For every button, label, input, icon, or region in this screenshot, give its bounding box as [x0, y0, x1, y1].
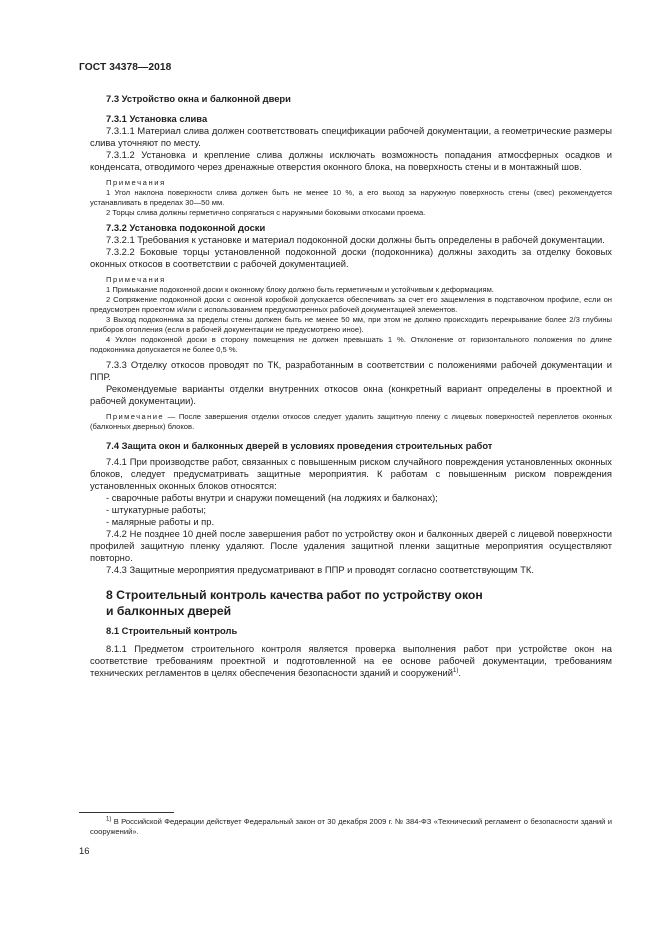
note-item: 4 Уклон подоконной доски в сторону помещения не должен превышать 1 %. Отклонение от горизонтального положения по длине подоконника допускается не более 0,5 %. — [90, 335, 612, 354]
paragraph-7-3-1-2: 7.3.1.2 Установка и крепление слива должны исключать возможность попадания атмосферных осадков и конденсата, отводимого через дренажные отверстия оконного блока, на поверхность стены и в монтажный шов. — [90, 149, 612, 172]
paragraph-7-4-1: 7.4.1 При производстве работ, связанных с повышенным риском случайного повреждения установленных оконных блоков, следует предусматривать защитные мероприятия. К работам с повышенным риском повреждения установленных оконных блоков относятся: — [90, 456, 612, 491]
paragraph-8-1-1 — [90, 643, 612, 679]
standard-header: ГОСТ 34378—2018 — [79, 62, 172, 73]
section-7-3-2-title: 7.3.2 Установка подоконной доски — [106, 222, 266, 233]
footnote — [90, 817, 612, 837]
note-label: Примечание — [106, 412, 164, 421]
note-item: 3 Выход подоконника за пределы стены должен быть не менее 50 мм, при этом не должно происходить перекрывание более 2/3 глубины приборов отопления (если в рабочей документации не предусмотрено иное). — [90, 315, 612, 334]
section-8-1-title: 8.1 Строительный контроль — [106, 625, 238, 636]
footnote-marker: 1) — [106, 816, 112, 823]
paragraph-7-3-1-1: 7.3.1.1 Материал слива должен соответствовать спецификации рабочей документации, а геометрические размеры слива уточняют по месту. — [90, 125, 612, 148]
note-item: 2 Сопряжение подоконной доски с оконной коробкой допускается обеспечивать за счет его защемления в подставочном профиле, если он предусмотрен проектом и/или с использованием предусмотренных рабочей документацией элементов. — [90, 295, 612, 314]
page-number: 16 — [79, 845, 90, 856]
section-8-title — [90, 588, 612, 619]
page-content — [90, 93, 612, 679]
paragraph-7-3-3-recommendation: Рекомендуемые варианты отделки внутренних откосов окна (конкретный вариант определены в проектной и рабочей документации). — [90, 383, 612, 406]
note-item: 2 Торцы слива должны герметично сопрягаться с наружными боковыми откосами проема. — [106, 208, 426, 217]
section-7-4-title: 7.4 Защита окон и балконных дверей в условиях проведения строительных работ — [106, 440, 493, 451]
paragraph-8-1-1-end: . — [458, 667, 461, 678]
section-8-title-line2: и балконных дверей — [106, 603, 232, 618]
footnote-text: В Российской Федерации действует Федеральный закон от 30 декабря 2009 г. № 384-ФЗ «Технический регламент о безопасности зданий и сооружений». — [90, 817, 612, 836]
note-item: 1 Примыкание подоконной доски к оконному блоку должно быть герметичным и устойчивым к деформациям. — [106, 285, 494, 294]
note-item: 1 Угол наклона поверхности слива должен быть не менее 10 %, а его выход за наружную поверхность стены (свес) рекомендуется устанавливать в пределах 30—50 мм. — [90, 188, 612, 207]
paragraph-7-3-2-2: 7.3.2.2 Боковые торцы установленной подоконной доски (подоконника) должны заходить за отделку боковых оконных откосов в соответствии с рабочей документацией. — [90, 246, 612, 269]
notes-label: Примечания — [106, 178, 166, 187]
paragraph-7-4-2: 7.4.2 Не позднее 10 дней после завершения работ по устройству окон и балконных дверей с лицевой поверхности профилей защитную пленку удаляют. После удаления защитной пленки защитные мероприятия осуществляют повторно. — [90, 528, 612, 563]
list-item: - штукатурные работы; — [106, 504, 207, 515]
note-text: — После завершения отделки откосов следует удалить защитную пленку с лицевых поверхностей переплетов оконных (балконных дверных) блоков. — [90, 412, 612, 431]
section-7-3-title: 7.3 Устройство окна и балконной двери — [106, 93, 291, 104]
footnote-divider — [79, 812, 174, 813]
paragraph-7-3-3: 7.3.3 Отделку откосов проводят по ТК, разработанным в соответствии с положениями рабочей документации и ППР. — [90, 359, 612, 382]
paragraph-8-1-1-text: 8.1.1 Предметом строительного контроля является проверка выполнения работ при устройстве окон на соответствие требованиям проектной и подготовленной на ее основе рабочей документации, требованиям технических регламентов в целях обеспечения безопасности зданий и сооружений — [90, 643, 612, 678]
section-7-3-1-title: 7.3.1 Установка слива — [106, 113, 208, 124]
notes-label: Примечания — [106, 275, 166, 284]
paragraph-7-4-3: 7.4.3 Защитные мероприятия предусматривают в ППР и проводят согласно соответствующим ТК. — [106, 564, 534, 575]
note-single — [90, 412, 612, 432]
paragraph-7-3-2-1: 7.3.2.1 Требования к установке и материал подоконной доски должны быть определены в рабочей документации. — [106, 234, 605, 245]
footnote-reference: 1) — [453, 667, 459, 674]
section-8-title-line1: 8 Строительный контроль качества работ по устройству окон — [106, 588, 483, 602]
list-item: - малярные работы и пр. — [106, 516, 215, 527]
list-item: - сварочные работы внутри и снаружи помещений (на лоджиях и балконах); — [106, 492, 438, 503]
